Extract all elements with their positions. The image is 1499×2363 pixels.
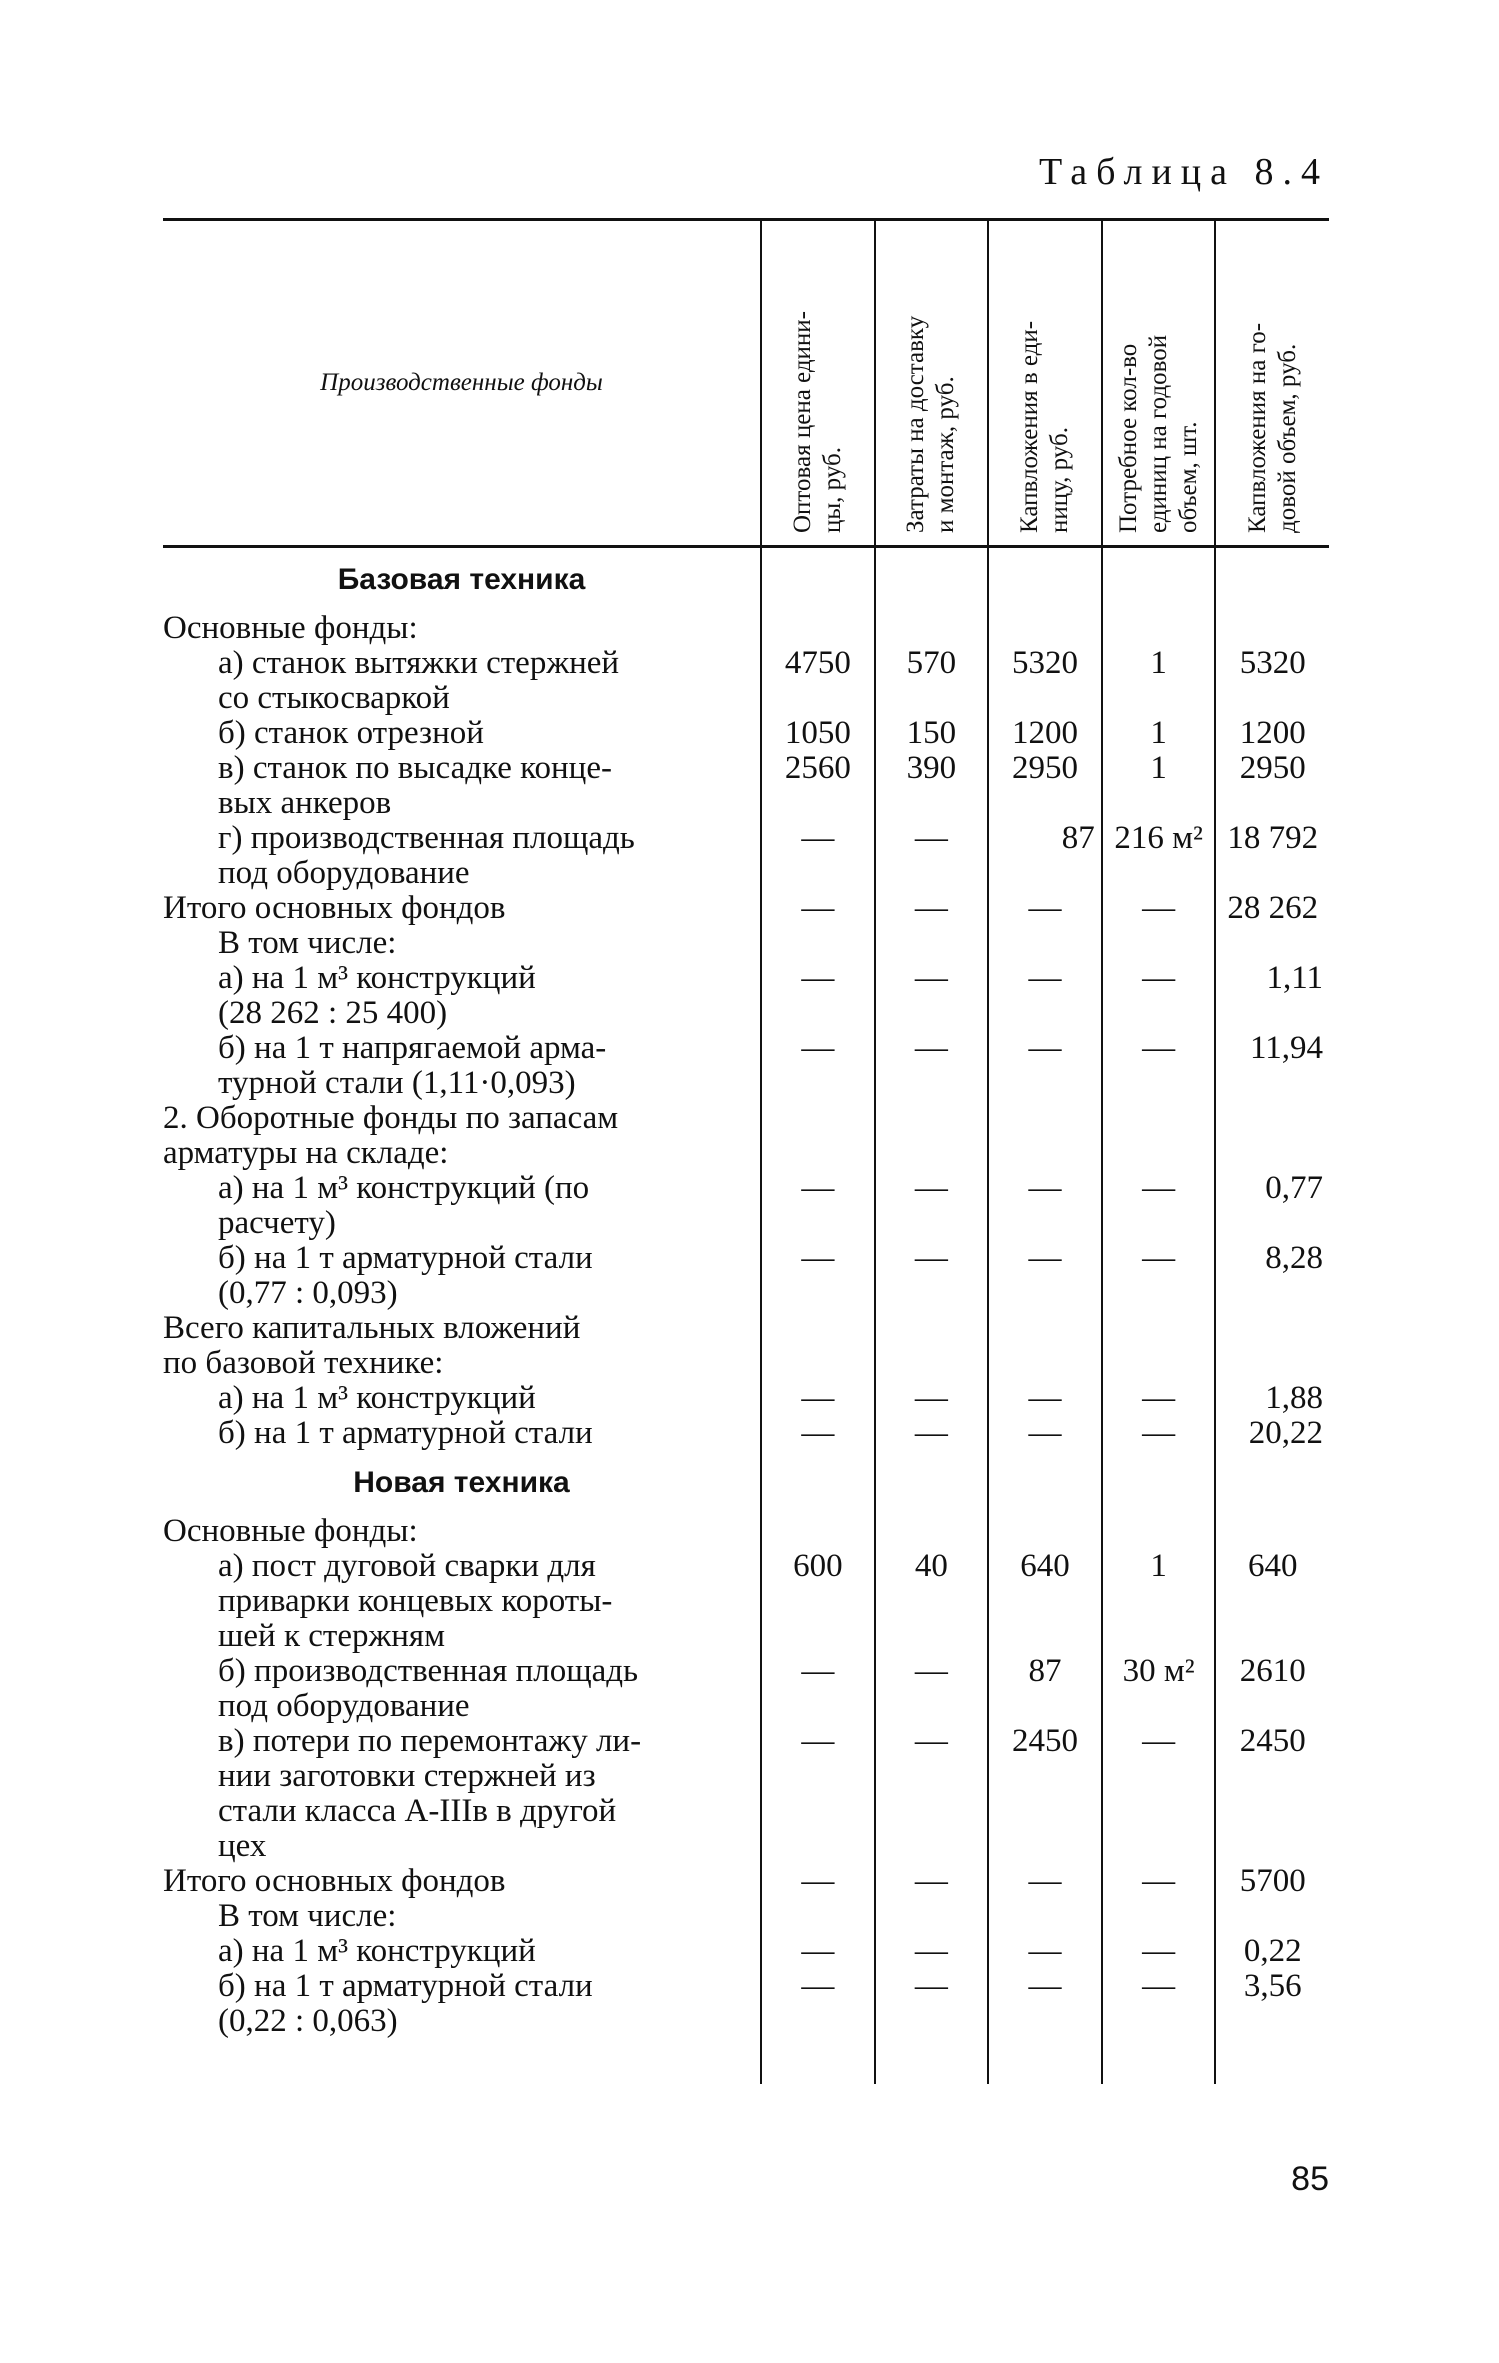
cell-annual-invest: 2950: [1215, 751, 1329, 821]
table-row: [163, 1934, 1329, 1969]
cell-annual-invest: 0,77: [1215, 1171, 1329, 1241]
cell-annual-invest: 18 792: [1215, 821, 1329, 891]
cell-unit-invest: 640: [988, 1549, 1102, 1654]
table-row: [163, 646, 1329, 716]
cell-price: —: [761, 1934, 875, 1969]
header-unit-investment-label: Капвложения в еди- ницу, руб.: [1016, 320, 1073, 533]
row-text: Всего капитальных вложений по базовой технике:: [163, 1310, 581, 1381]
cell-price: —: [761, 1171, 875, 1241]
cell-price: —: [761, 821, 875, 891]
header-required-units-label: Потребное кол-во единиц на годовой объем, шт.: [1114, 334, 1202, 533]
cell-units: [1102, 926, 1216, 961]
cell-annual-invest: 5700: [1215, 1864, 1329, 1899]
table-row: [163, 1241, 1329, 1311]
cell-delivery: —: [875, 1171, 989, 1241]
table-row: [163, 1899, 1329, 1934]
row-text: б) производственная площадь под оборудование: [218, 1653, 639, 1724]
cell-delivery: —: [875, 1654, 989, 1724]
cell-units: 1: [1102, 1549, 1216, 1654]
cell-unit-invest: [988, 611, 1102, 646]
cell-annual-invest: 640: [1215, 1549, 1329, 1654]
table-row: [163, 1654, 1329, 1724]
cell-units: [1102, 1311, 1216, 1381]
cell-unit-invest: —: [988, 891, 1102, 926]
table-row: [163, 1724, 1329, 1864]
table-row: [163, 1416, 1329, 1451]
header-funds-label: Производственные фонды: [320, 369, 603, 396]
row-text: а) на 1 м³ конструкций: [218, 1380, 536, 1416]
cell-units: —: [1102, 1416, 1216, 1451]
row-text: б) на 1 т арматурной стали (0,77 : 0,093): [218, 1240, 593, 1311]
cell-delivery: —: [875, 1416, 989, 1451]
row-text: а) пост дуговой сварки для приварки концевых короты- шей к стержням: [218, 1548, 613, 1654]
cell-delivery: —: [875, 821, 989, 891]
table-row: [163, 1171, 1329, 1241]
header-annual-investment: [1215, 220, 1329, 547]
cell-unit-invest: —: [988, 1969, 1102, 2039]
cell-unit-invest: 87: [988, 821, 1102, 891]
cell-delivery: [875, 1514, 989, 1549]
cell-annual-invest: 11,94: [1215, 1031, 1329, 1101]
cell-price: —: [761, 1654, 875, 1724]
cell-annual-invest: [1215, 926, 1329, 961]
header-wholesale-price-label: Оптовая цена едини- цы, руб.: [788, 311, 846, 533]
cell-price: [761, 1514, 875, 1549]
cell-unit-invest: —: [988, 961, 1102, 1031]
cell-units: 1: [1102, 646, 1216, 716]
table-row: [163, 1969, 1329, 2039]
cell-delivery: —: [875, 1381, 989, 1416]
cell-delivery: —: [875, 1969, 989, 2039]
row-text: а) на 1 м³ конструкций: [218, 1933, 536, 1969]
cell-units: [1102, 1101, 1216, 1171]
cell-price: —: [761, 1031, 875, 1101]
row-text: 2. Оборотные фонды по запасам арматуры на складе:: [163, 1100, 619, 1171]
cell-annual-invest: [1215, 1101, 1329, 1171]
header-annual-investment-label: Капвложения на го- довой объем, руб.: [1243, 322, 1301, 533]
cell-unit-invest: —: [988, 1934, 1102, 1969]
cell-price: —: [761, 1381, 875, 1416]
row-text: б) на 1 т арматурной стали: [218, 1415, 593, 1451]
cell-annual-invest: 0,22: [1215, 1934, 1329, 1969]
cell-price: 2560: [761, 751, 875, 821]
cell-price: 1050: [761, 716, 875, 751]
cell-annual-invest: 8,28: [1215, 1241, 1329, 1311]
row-text: в) станок по высадке конце- вых анкеров: [218, 750, 612, 821]
cell-price: 4750: [761, 646, 875, 716]
cell-unit-invest: 2950: [988, 751, 1102, 821]
cell-delivery: —: [875, 1031, 989, 1101]
cell-price: [761, 1899, 875, 1934]
cell-units: —: [1102, 1724, 1216, 1864]
cell-delivery: —: [875, 1864, 989, 1899]
table-row: [163, 1381, 1329, 1416]
section-row-new: [163, 1451, 1329, 1514]
cell-price: 600: [761, 1549, 875, 1654]
section-row-base: [163, 547, 1329, 612]
table-title: Таблица 8.4: [1038, 151, 1329, 193]
cell-delivery: 40: [875, 1549, 989, 1654]
cell-delivery: [875, 1101, 989, 1171]
table-row: [163, 1031, 1329, 1101]
cell-units: 30 м²: [1102, 1654, 1216, 1724]
row-text: Основные фонды:: [163, 1513, 418, 1549]
cell-unit-invest: 2450: [988, 1724, 1102, 1864]
cell-annual-invest: 2610: [1215, 1654, 1329, 1724]
row-text: а) на 1 м³ конструкций (по расчету): [218, 1170, 590, 1241]
row-text: б) на 1 т напрягаемой арма- турной стали (1,11·0,093): [218, 1030, 607, 1101]
cell-units: 1: [1102, 716, 1216, 751]
cell-units: —: [1102, 1241, 1216, 1311]
cell-annual-invest: 1,11: [1215, 961, 1329, 1031]
cell-unit-invest: [988, 926, 1102, 961]
row-text: а) на 1 м³ конструкций (28 262 : 25 400): [218, 960, 536, 1031]
table-row: [163, 751, 1329, 821]
table-row: [163, 1101, 1329, 1171]
row-text: г) производственная площадь под оборудование: [218, 820, 635, 891]
table-row: [163, 1311, 1329, 1381]
table-row: [163, 611, 1329, 646]
header-delivery-cost-label: Затраты на доставку и монтаж, руб.: [902, 315, 960, 533]
funds-table: [163, 218, 1329, 2084]
cell-units: —: [1102, 1031, 1216, 1101]
cell-units: [1102, 1514, 1216, 1549]
cell-unit-invest: [988, 1311, 1102, 1381]
section-title-base: Базовая техника: [337, 563, 586, 596]
cell-units: —: [1102, 1934, 1216, 1969]
row-text: а) станок вытяжки стержней со стыкосваркой: [218, 645, 620, 716]
cell-unit-invest: —: [988, 1864, 1102, 1899]
cell-delivery: [875, 611, 989, 646]
row-text: б) станок отрезной: [218, 715, 484, 751]
cell-annual-invest: 1,88: [1215, 1381, 1329, 1416]
cell-units: —: [1102, 891, 1216, 926]
cell-price: —: [761, 1416, 875, 1451]
cell-annual-invest: 1200: [1215, 716, 1329, 751]
header-funds: [163, 220, 761, 547]
table-bottom-spacer: [163, 2039, 1329, 2084]
row-text: Основные фонды:: [163, 610, 418, 646]
table-row: [163, 716, 1329, 751]
cell-price: —: [761, 1969, 875, 2039]
cell-price: [761, 1101, 875, 1171]
cell-unit-invest: —: [988, 1241, 1102, 1311]
cell-units: —: [1102, 1864, 1216, 1899]
cell-delivery: [875, 1311, 989, 1381]
cell-units: —: [1102, 1171, 1216, 1241]
table-row: [163, 1549, 1329, 1654]
cell-delivery: 150: [875, 716, 989, 751]
cell-delivery: —: [875, 961, 989, 1031]
cell-delivery: [875, 1899, 989, 1934]
cell-annual-invest: 3,56: [1215, 1969, 1329, 2039]
cell-price: —: [761, 1241, 875, 1311]
cell-annual-invest: [1215, 1899, 1329, 1934]
cell-price: [761, 611, 875, 646]
cell-unit-invest: —: [988, 1416, 1102, 1451]
cell-delivery: —: [875, 1241, 989, 1311]
cell-annual-invest: [1215, 1514, 1329, 1549]
cell-units: [1102, 611, 1216, 646]
row-text: в) потери по перемонтажу ли- нии заготовки стержней из стали класса А-IIIв в другой цех: [218, 1723, 642, 1864]
cell-delivery: 390: [875, 751, 989, 821]
cell-units: —: [1102, 1969, 1216, 2039]
section-title-new: Новая техника: [353, 1466, 570, 1499]
cell-units: 1: [1102, 751, 1216, 821]
cell-unit-invest: 1200: [988, 716, 1102, 751]
cell-delivery: —: [875, 891, 989, 926]
cell-unit-invest: —: [988, 1381, 1102, 1416]
table-row: [163, 821, 1329, 891]
cell-annual-invest: 5320: [1215, 646, 1329, 716]
cell-units: [1102, 1899, 1216, 1934]
row-text: Итого основных фондов: [163, 890, 506, 926]
header-unit-investment: [988, 220, 1102, 547]
cell-price: —: [761, 961, 875, 1031]
page-number: 85: [1291, 2160, 1329, 2198]
cell-annual-invest: [1215, 1311, 1329, 1381]
cell-delivery: [875, 926, 989, 961]
cell-units: —: [1102, 961, 1216, 1031]
header-delivery-cost: [875, 220, 989, 547]
cell-delivery: —: [875, 1724, 989, 1864]
table-row: [163, 1514, 1329, 1549]
cell-annual-invest: 2450: [1215, 1724, 1329, 1864]
row-text: б) на 1 т арматурной стали (0,22 : 0,063): [218, 1968, 593, 2039]
cell-annual-invest: 20,22: [1215, 1416, 1329, 1451]
header-wholesale-price: [761, 220, 875, 547]
cell-price: —: [761, 1864, 875, 1899]
cell-unit-invest: [988, 1514, 1102, 1549]
row-text: В том числе:: [218, 925, 397, 961]
cell-annual-invest: [1215, 611, 1329, 646]
header-required-units: [1102, 220, 1216, 547]
table-row: [163, 926, 1329, 961]
cell-units: 216 м²: [1102, 821, 1216, 891]
table-row: [163, 961, 1329, 1031]
table-row: [163, 1864, 1329, 1899]
cell-units: —: [1102, 1381, 1216, 1416]
cell-unit-invest: [988, 1101, 1102, 1171]
cell-price: —: [761, 1724, 875, 1864]
cell-price: [761, 1311, 875, 1381]
cell-price: [761, 926, 875, 961]
cell-unit-invest: —: [988, 1171, 1102, 1241]
cell-unit-invest: 87: [988, 1654, 1102, 1724]
cell-unit-invest: [988, 1899, 1102, 1934]
cell-price: —: [761, 891, 875, 926]
table-header: [163, 220, 1329, 547]
cell-unit-invest: 5320: [988, 646, 1102, 716]
cell-annual-invest: 28 262: [1215, 891, 1329, 926]
cell-delivery: —: [875, 1934, 989, 1969]
cell-unit-invest: —: [988, 1031, 1102, 1101]
table-row: [163, 891, 1329, 926]
cell-delivery: 570: [875, 646, 989, 716]
row-text: Итого основных фондов: [163, 1863, 506, 1899]
row-text: В том числе:: [218, 1898, 397, 1934]
